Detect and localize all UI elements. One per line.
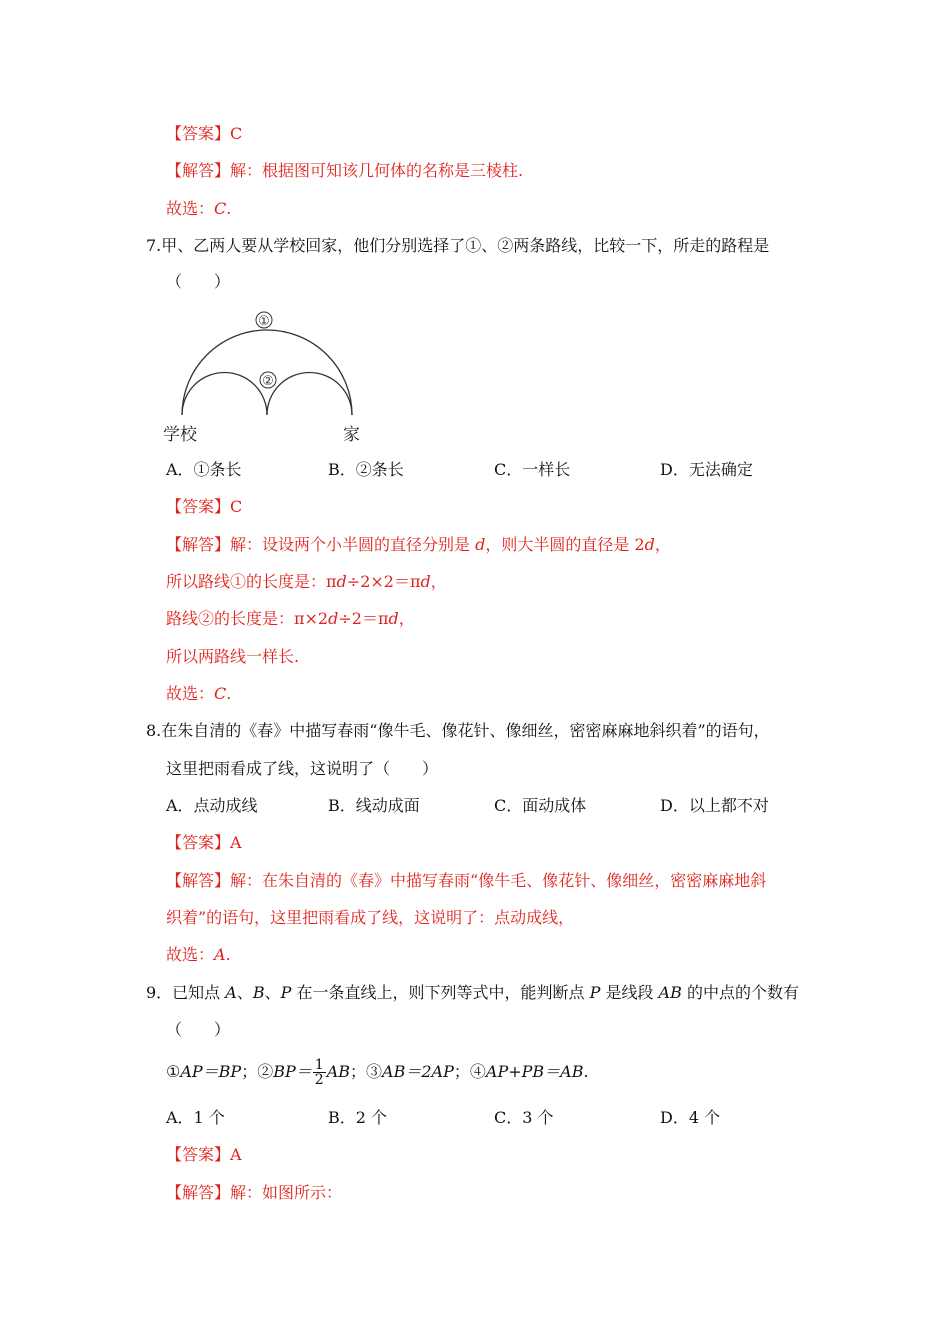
q7-option-b: B．②条长 [328, 460, 404, 479]
q7-solution-2: 所以路线①的长度是：πd÷2×2＝πd， [166, 572, 447, 591]
q8-solution-2: 织着”的语句，这里把雨看成了线，这说明了：点动成线， [166, 908, 575, 927]
q8-answer: 【答案】A [166, 833, 242, 852]
q9-paren: （ ） [166, 1020, 231, 1039]
q9-option-b: B．2 个 [328, 1108, 388, 1127]
q7-option-d: D．无法确定 [660, 460, 753, 479]
q8-option-b: B．线动成面 [328, 796, 420, 815]
q7-option-c: C．一样长 [494, 460, 571, 479]
q9-stem: 9．已知点 A、B、P 在一条直线上，则下列等式中，能判断点 P 是线段 AB 的中点的个数有 [146, 983, 799, 1002]
home-label: 家 [343, 425, 360, 445]
school-label: 学校 [163, 425, 197, 445]
q6-solution: 【解答】解：根据图可知该几何体的名称是三棱柱. [166, 161, 524, 180]
q7-solution-1: 【解答】解：设设两个小半圆的直径分别是 d，则大半圆的直径是 2d， [166, 535, 671, 554]
q7-route-figure [160, 305, 380, 450]
q8-stem-2: 这里把雨看成了线，这说明了（ ） [166, 759, 439, 778]
q9-option-d: D．4 个 [660, 1108, 721, 1127]
q9-option-a: A．1 个 [166, 1108, 225, 1127]
q8-solution-1: 【解答】解：在朱自清的《春》中描写春雨“像牛毛、像花针、像细丝，密密麻麻地斜 [166, 871, 767, 890]
q9-option-c: C．3 个 [494, 1108, 554, 1127]
q7-solution-4: 所以两路线一样长. [166, 647, 300, 666]
q7-solution-3: 路线②的长度是：π×2d÷2＝πd， [166, 609, 415, 628]
q8-option-c: C．面动成体 [494, 796, 587, 815]
route2-left-arc [182, 373, 267, 416]
q7-answer: 【答案】C [166, 497, 243, 516]
q7-stem: 7.甲、乙两人要从学校回家，他们分别选择了①、②两条路线，比较一下，所走的路程是 [146, 236, 770, 255]
route1-label: ① [258, 314, 270, 329]
fraction-one-half: $\frac{1}{2}$ [314, 1057, 324, 1088]
q9-conditions: ①AP＝BP；②BP＝ $\frac{1}{2}$ AB；③AB＝2AP；④AP+PB＝AB. [166, 1057, 589, 1088]
q8-choose: 故选：A. [166, 945, 231, 964]
q8-option-a: A．点动成线 [166, 796, 258, 815]
q9-answer: 【答案】A [166, 1145, 242, 1164]
q8-option-d: D．以上都不对 [660, 796, 769, 815]
q7-paren: （ ） [166, 272, 231, 291]
q7-choose: 故选：C. [166, 684, 232, 703]
q8-stem-1: 8.在朱自清的《春》中描写春雨“像牛毛、像花针、像细丝，密密麻麻地斜织着”的语句， [146, 721, 770, 740]
route2-label: ② [262, 374, 274, 389]
route2-right-arc [267, 373, 352, 416]
q9-solution: 【解答】解：如图所示： [166, 1183, 343, 1202]
q6-choose: 故选：C. [166, 199, 232, 218]
q6-answer: 【答案】C [166, 124, 243, 143]
q7-option-a: A．①条长 [166, 460, 242, 479]
